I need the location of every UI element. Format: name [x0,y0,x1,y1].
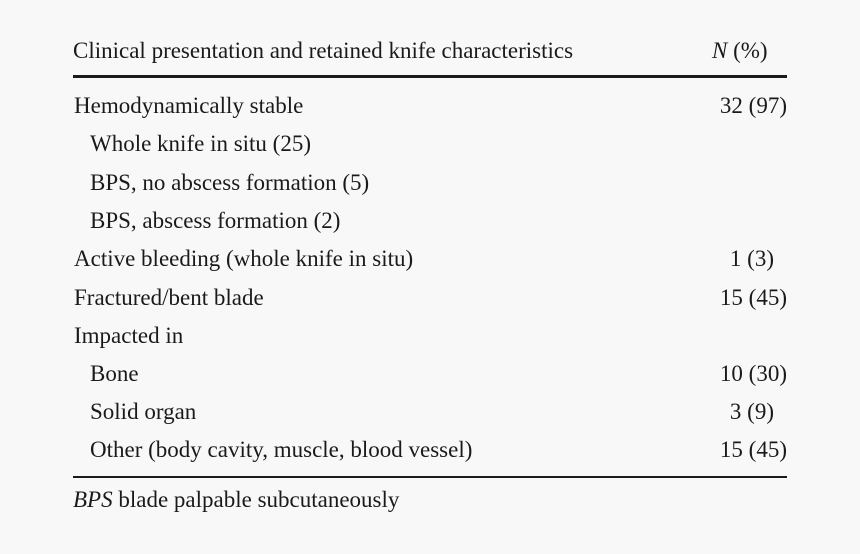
table-row [73,323,787,361]
header-n: N [712,38,728,63]
row-value: 32 (97) [719,93,787,118]
row-label: Solid organ [90,399,197,424]
table-row [73,399,787,437]
row-label: Hemodynamically stable [74,93,304,118]
table-row [73,93,787,131]
row-label: Whole knife in situ (25) [90,131,312,156]
table-row [73,208,787,246]
table-row [73,131,787,169]
row-label: Impacted in [74,323,184,348]
row-label: Other (body cavity, muscle, blood vessel) [90,437,473,462]
footnote-abbreviation: BPS [73,487,113,512]
row-label: Active bleeding (whole knife in situ) [74,246,414,271]
row-label: Bone [90,361,139,386]
table-header [73,30,787,70]
table-footnote [73,487,399,513]
table-row [73,246,787,284]
row-value: 15 (45) [719,285,787,310]
table-row [73,437,787,475]
row-label: Fractured/bent blade [74,285,264,310]
row-label: BPS, abscess formation (2) [90,208,341,233]
header-characteristics: Clinical presentation and retained knife characteristics [73,38,574,63]
row-value: 3 (9) [729,399,774,424]
row-value: 10 (30) [719,361,787,386]
table-row [73,170,787,208]
table-row [73,285,787,323]
header-n-percent [712,38,768,64]
header-rule [73,75,787,78]
footnote-text: blade palpable subcutaneously [112,487,400,512]
header-percent: (%) [727,38,768,63]
table-row [73,361,787,399]
row-label: BPS, no abscess formation (5) [90,170,370,195]
footer-rule [73,476,787,478]
row-value: 1 (3) [729,246,774,271]
row-value: 15 (45) [719,437,787,462]
